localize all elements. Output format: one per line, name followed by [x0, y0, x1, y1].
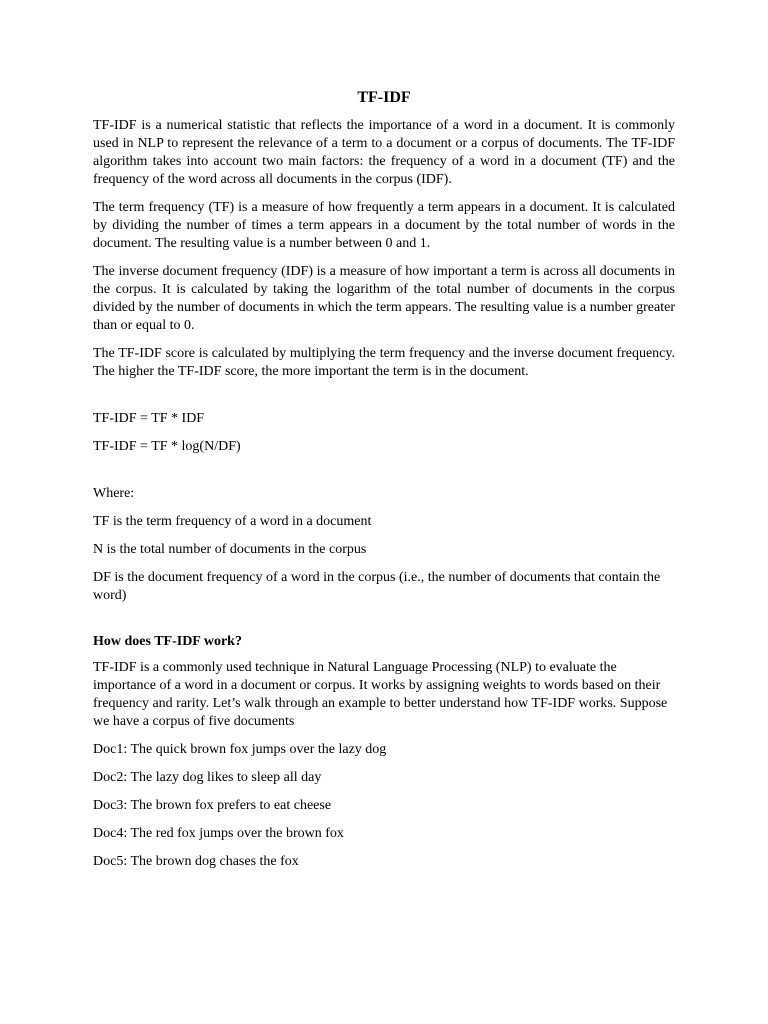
doc-line-2: Doc2: The lazy dog likes to sleep all day	[93, 770, 322, 785]
intro-paragraph-2: The term frequency (TF) is a measure of how frequently a term appears in a document. It is calculated by dividing the number of times a term appears in a document by the total number of words in the document. The resulting value is a number between 0 and 1.	[93, 200, 675, 251]
doc-line-4: Doc4: The red fox jumps over the brown fox	[93, 826, 344, 841]
doc-line-3: Doc3: The brown fox prefers to eat cheese	[93, 798, 332, 813]
doc-line-5: Doc5: The brown dog chases the fox	[93, 854, 299, 869]
formula-line-2: TF-IDF = TF * log(N/DF)	[93, 439, 241, 454]
definition-n: N is the total number of documents in the corpus	[93, 542, 367, 557]
intro-paragraph-3: The inverse document frequency (IDF) is a measure of how important a term is across all documents in the corpus. It is calculated by taking the logarithm of the total number of documents in the corpus divided by the number of documents in which the term appears. The resulting value is a number greater than or equal to 0.	[93, 264, 675, 333]
where-label: Where:	[93, 486, 135, 501]
formula-line-1: TF-IDF = TF * IDF	[93, 411, 205, 426]
page-title: TF-IDF	[357, 89, 411, 106]
section-heading: How does TF-IDF work?	[93, 634, 242, 649]
section-paragraph: TF-IDF is a commonly used technique in Natural Language Processing (NLP) to evaluate the importance of a word in a document or corpus. It works by assigning weights to words based on their frequency and rarity. Let’s walk through an example to better understand how TF-IDF works. Suppose we have a corpus of five documents	[93, 660, 668, 729]
doc-line-1: Doc1: The quick brown fox jumps over the lazy dog	[93, 742, 387, 757]
intro-paragraph-1: TF-IDF is a numerical statistic that reflects the importance of a word in a document. It is commonly used in NLP to represent the relevance of a term to a document or a corpus of documents. The TF-IDF algorithm takes into account two main factors: the frequency of a word in a document (TF) and the frequency of the word across all documents in the corpus (IDF).	[93, 118, 675, 187]
definition-tf: TF is the term frequency of a word in a document	[93, 514, 372, 529]
definition-df: DF is the document frequency of a word in the corpus (i.e., the number of documents that contain the word)	[93, 570, 661, 603]
intro-paragraph-4: The TF-IDF score is calculated by multiplying the term frequency and the inverse document frequency. The higher the TF-IDF score, the more important the term is in the document.	[93, 346, 675, 379]
